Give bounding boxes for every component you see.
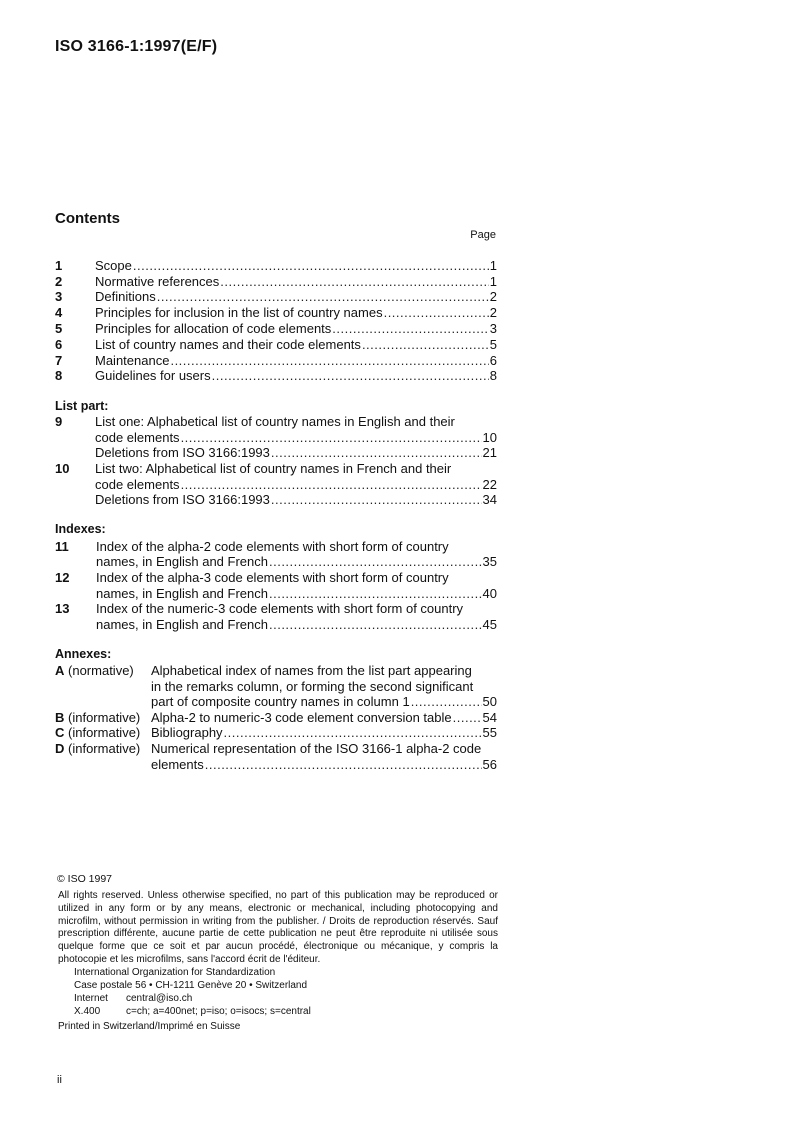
toc-entry-title: Guidelines for users [95,368,211,383]
rights-statement: All rights reserved. Unless otherwise specified, no part of this publication may be reproduced or utilized in any form or by any means, electronic or mechanical, including photocopying and microfilm, without permission in writing from the publisher. / Droits de reproduction réservés. Sauf prescription différente, aucune partie de cette publication ne peut être reproduite ni utilisée sous quelque forme que ce soit et par aucun procédé, électronique ou mécanique, y compris la photocopie et les microfilms, sans l'accord écrit de l'éditeur. [58,890,498,965]
toc-entry[interactable] [55,353,497,369]
toc-entry-continuation[interactable] [55,617,497,633]
toc-entry-title: Principles for inclusion in the list of country names [95,305,383,320]
toc-entry-number: 11 [55,539,69,554]
toc-entry-continuation[interactable] [55,430,497,446]
toc-entry-page: 2 [489,289,497,304]
toc-entry[interactable] [55,274,497,290]
annex-entry[interactable] [55,710,497,726]
page-number: ii [57,1074,62,1086]
toc-entry-title: List one: Alphabetical list of country names in English and their [95,414,455,429]
toc-entry-page: 1 [489,258,497,273]
toc-entry[interactable] [55,461,497,477]
toc-entry-page: 8 [489,368,497,383]
contents-title: Contents [55,210,120,227]
annex-entry-continuation[interactable] [55,757,497,773]
toc-entry-title: Deletions from ISO 3166:1993 [95,492,270,507]
indexes-heading: Indexes: [55,522,106,536]
organization-name: International Organization for Standardization [74,967,276,978]
toc-entry-page: 22 [482,477,497,492]
annex-page: 50 [482,694,497,709]
x400-address: c=ch; a=400net; p=iso; o=isocs; s=central [126,1006,311,1017]
toc-entry-page: 6 [489,353,497,368]
toc-entry[interactable] [55,258,497,274]
toc-entry-title: Normative references [95,274,220,289]
toc-entry-page: 10 [482,430,497,445]
internet-address[interactable]: central@iso.ch [126,993,193,1004]
toc-entry-title: List of country names and their code elements [95,337,361,352]
toc-entry-number: 3 [55,289,63,304]
toc-entry[interactable] [55,289,497,305]
toc-entry[interactable] [55,570,497,586]
annex-page: 56 [482,757,497,772]
toc-entry-continuation[interactable] [55,554,497,570]
toc-entry[interactable] [55,445,497,461]
toc-entry-continuation[interactable] [55,586,497,602]
document-id: ISO 3166-1:1997(E/F) [55,38,218,55]
toc-entry-number: 8 [55,368,63,383]
toc-entry-number: 10 [55,461,70,476]
toc-entry-number: 4 [55,305,63,320]
toc-entry-title: Definitions [95,289,156,304]
toc-entry[interactable] [55,539,497,555]
toc-entry-title: names, in English and French [96,554,268,569]
toc-entry-number: 2 [55,274,63,289]
internet-contact [74,992,192,1005]
toc-entry-number: 1 [55,258,63,273]
toc-entry-title: Index of the alpha-2 code elements with short form of country [96,539,449,554]
toc-entry[interactable] [55,337,497,353]
page-column-header: Page [470,229,496,241]
annex-type: (informative) [68,710,141,725]
x400-label: X.400 [74,1006,101,1017]
toc-entry-page: 45 [482,617,497,632]
annex-title: part of composite country names in column 1 [151,694,410,709]
toc-entry-page: 2 [489,305,497,320]
x400-contact [74,1005,311,1018]
annex-title: Numerical representation of the ISO 3166-1 alpha-2 code [151,741,482,756]
copyright-notice: © ISO 1997 [57,873,113,885]
toc-entry[interactable] [55,321,497,337]
toc-entry-title: Scope [95,258,132,273]
toc-entry-page: 40 [482,586,497,601]
toc-entry-number: 12 [55,570,70,585]
annex-title: Alphabetical index of names from the list part appearing [151,663,472,678]
toc-entry-page: 3 [489,321,497,336]
annex-letter: C [55,725,65,740]
toc-entry-number: 6 [55,337,63,352]
annex-entry-continuation[interactable] [55,694,497,710]
toc-entry[interactable] [55,305,497,321]
toc-entry-number: 13 [55,601,70,616]
toc-entry-number: 9 [55,414,63,429]
toc-entry-title: Deletions from ISO 3166:1993 [95,445,270,460]
toc-entry[interactable] [55,601,497,617]
toc-entry-title: Maintenance [95,353,170,368]
annex-title: elements [151,757,204,772]
annex-page: 55 [482,725,497,740]
toc-entry-title: List two: Alphabetical list of country names in French and their [95,461,452,476]
annexes-heading: Annexes: [55,647,112,661]
annex-type: (normative) [68,663,134,678]
annex-entry[interactable] [55,663,497,679]
annex-letter: D [55,741,65,756]
annex-page: 54 [482,710,497,725]
toc-entry-title: names, in English and French [96,617,268,632]
annex-title: Bibliography [151,725,223,740]
annex-letter: B [55,710,65,725]
toc-entry-number: 5 [55,321,63,336]
toc-entry-continuation[interactable] [55,477,497,493]
toc-entry[interactable] [55,368,497,384]
toc-entry-page: 5 [489,337,497,352]
annex-entry[interactable] [55,741,497,757]
printed-in: Printed in Switzerland/Imprimé en Suisse [58,1021,241,1032]
toc-entry-page: 21 [482,445,497,460]
annex-type: (informative) [68,725,141,740]
toc-entry-page: 1 [489,274,497,289]
toc-entry[interactable] [55,492,497,508]
toc-entry-number: 7 [55,353,63,368]
toc-entry-title: Index of the numeric-3 code elements with short form of country [96,601,464,616]
toc-entry-title: Principles for allocation of code elements [95,321,332,336]
list-part-heading: List part: [55,399,109,413]
toc-entry-title: names, in English and French [96,586,268,601]
toc-entry-title: code elements [95,430,180,445]
annex-entry-continuation[interactable] [55,679,497,695]
annex-letter: A [55,663,65,678]
toc-entry[interactable] [55,414,497,430]
annex-title: Alpha-2 to numeric-3 code element conversion table [151,710,452,725]
toc-entry-page: 34 [482,492,497,507]
annex-entry[interactable] [55,725,497,741]
annex-title: in the remarks column, or forming the second significant [151,679,474,694]
postal-address: Case postale 56 • CH-1211 Genève 20 • Switzerland [74,980,308,991]
toc-entry-title: Index of the alpha-3 code elements with short form of country [96,570,449,585]
toc-entry-title: code elements [95,477,180,492]
internet-label: Internet [74,993,108,1004]
annex-type: (informative) [68,741,141,756]
toc-entry-page: 35 [482,554,497,569]
